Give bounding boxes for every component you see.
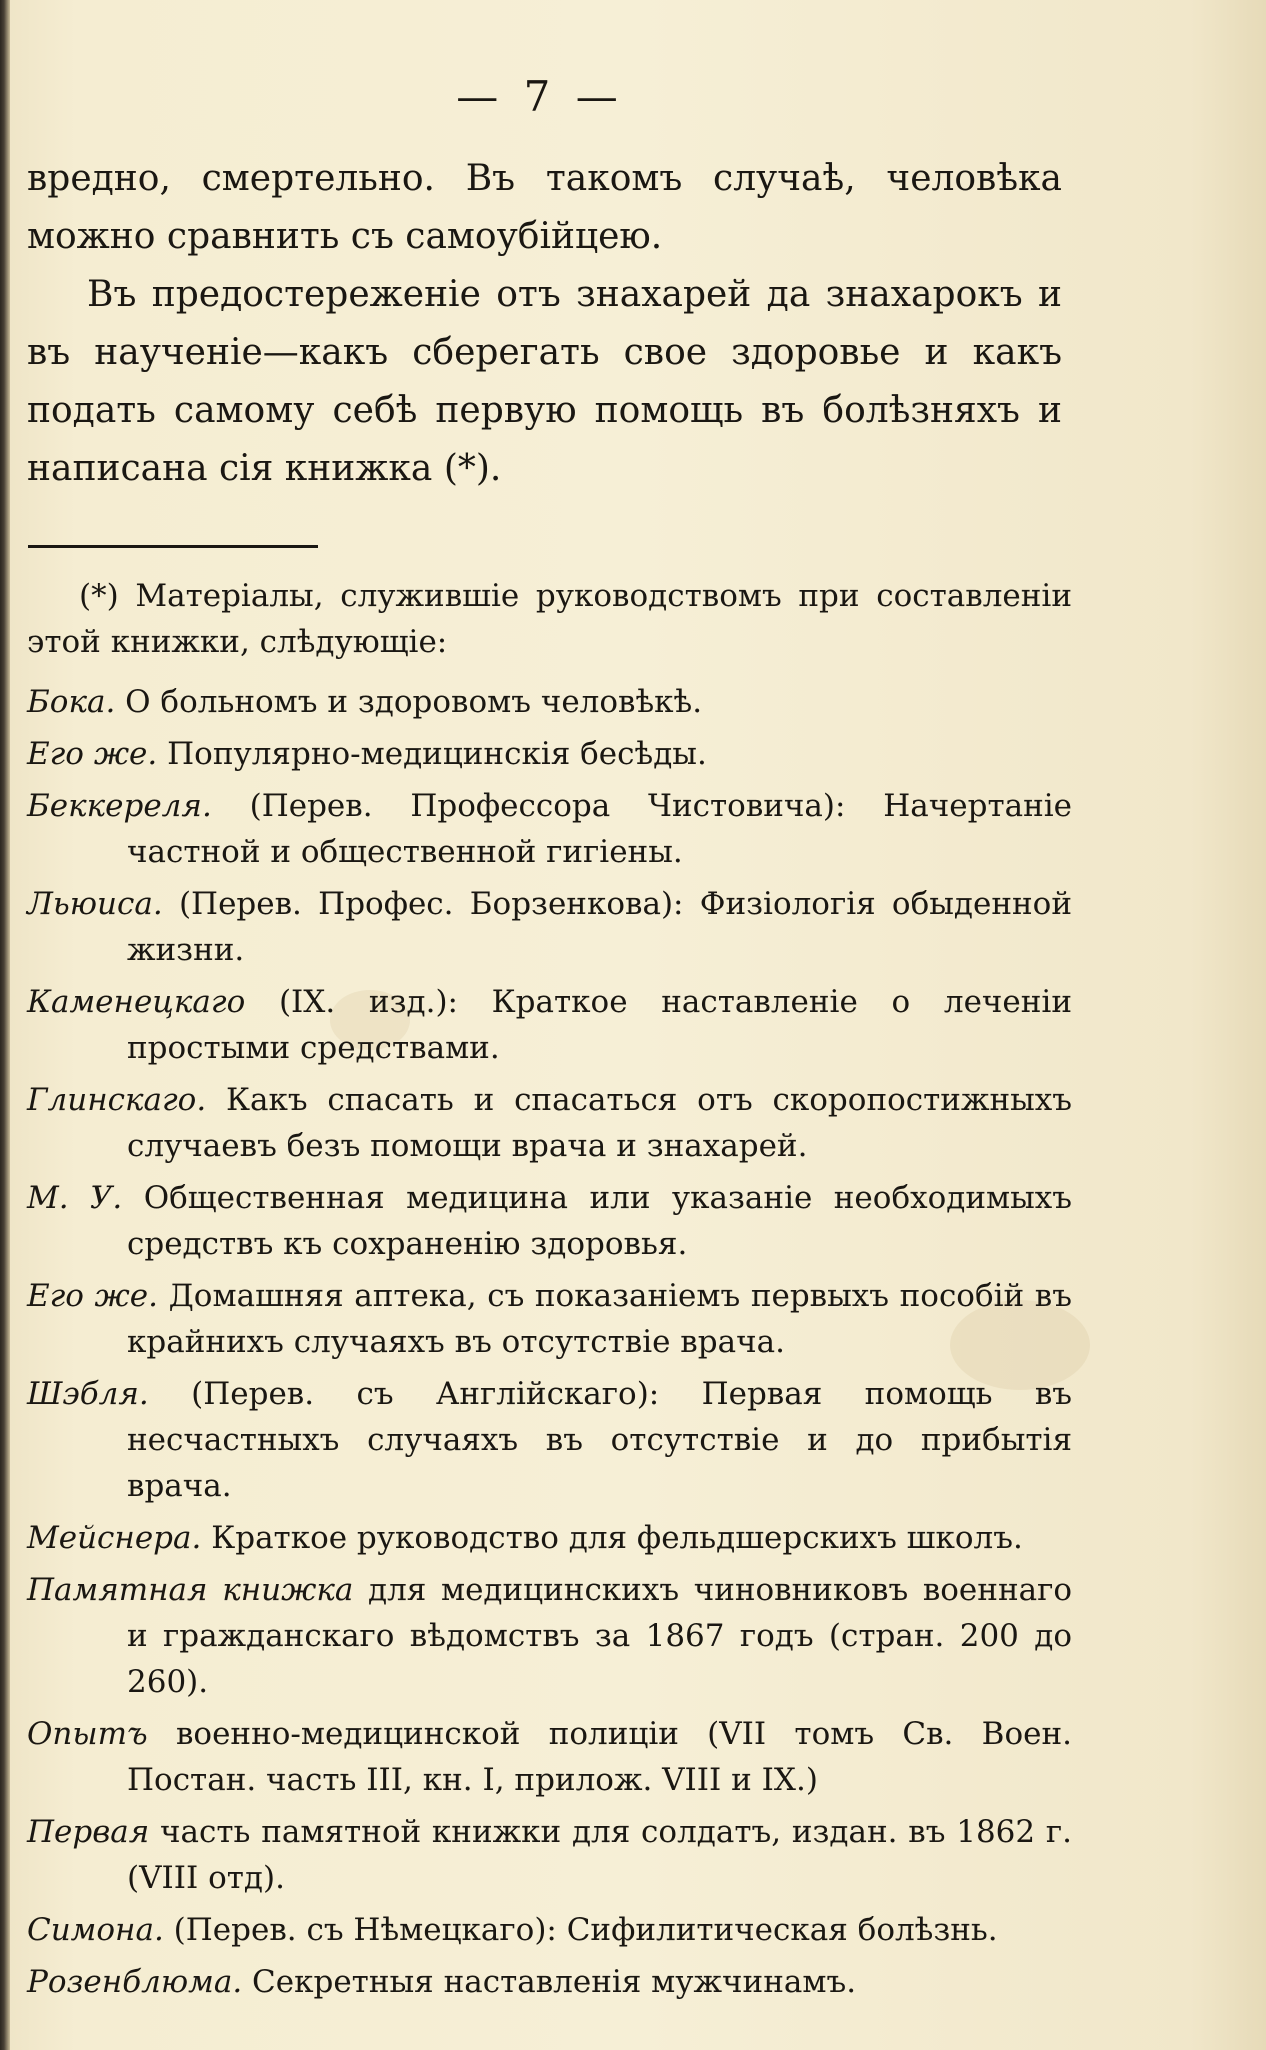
reference-title: О больномъ и здоровомъ человѣкѣ.: [115, 684, 703, 720]
reference-item: [27, 1371, 1072, 1509]
reference-item: [27, 881, 1072, 973]
page-binding-edge: [0, 0, 10, 2050]
reference-title: Общественная медицина или указаніе необходимыхъ средствъ къ сохраненію здоровья.: [122, 1180, 1072, 1262]
page-number: — 7 —: [456, 72, 624, 121]
reference-title: Популярно-медицинскія бесѣды.: [157, 736, 707, 772]
reference-author: Его же.: [27, 736, 158, 772]
paragraph-purpose: Въ предостереженіе отъ знахарей да знахарокъ и въ наученіе—какъ сберегать свое здоровье и какъ подать самому себѣ первую помощь въ болѣзняхъ и написана сія книжка (*).: [27, 274, 1062, 489]
reference-author: Его же.: [27, 1278, 158, 1314]
reference-author: Симона.: [27, 1912, 164, 1948]
reference-item: [27, 679, 1072, 725]
reference-author: М. У.: [27, 1180, 123, 1216]
reference-author: Каменецкаго: [27, 984, 246, 1020]
footnote: [27, 573, 1072, 2011]
reference-item: [27, 783, 1072, 875]
reference-item: [27, 1711, 1072, 1803]
reference-author: Мейснера.: [27, 1520, 202, 1556]
reference-title: Секретныя наставленія мужчинамъ.: [242, 1964, 857, 2000]
reference-author: Беккереля.: [27, 788, 212, 824]
reference-author: Памятная книжка: [27, 1572, 354, 1608]
reference-item: [27, 1959, 1072, 2005]
reference-title: (Перев. съ Нѣмецкаго): Сифилитическая болѣзнь.: [163, 1912, 998, 1948]
reference-title: военно-медицинской полиціи (VII томъ Св. Воен. Постан. часть III, кн. I, прилож. VIII и IX.): [127, 1716, 1072, 1798]
reference-title: Краткое руководство для фельдшерскихъ школъ.: [201, 1520, 1023, 1556]
paragraph-continuation: вредно, смертельно. Въ такомъ случаѣ, человѣка можно сравнить съ самоубійцею.: [27, 158, 1062, 257]
reference-title: (Перев. Профессора Чистовича): Начертаніе частной и общественной гигіены.: [127, 788, 1072, 870]
reference-item: [27, 979, 1072, 1071]
footnote-intro: (*) Матеріалы, служившіе руководствомъ при составленіи этой книжки, слѣдующіе:: [27, 578, 1072, 660]
reference-title: для медицинскихъ чиновниковъ военнаго и гражданскаго вѣдомствъ за 1867 годъ (стран. 200 до 260).: [127, 1572, 1072, 1700]
reference-author: Льюиса.: [27, 886, 163, 922]
reference-item: [27, 731, 1072, 777]
reference-item: [27, 1515, 1072, 1561]
reference-title: Какъ спасать и спасаться отъ скоропостижныхъ случаевъ безъ помощи врача и знахарей.: [127, 1082, 1072, 1164]
footnote-separator: [28, 545, 318, 548]
reference-author: Шэбля.: [27, 1376, 149, 1412]
reference-item: [27, 1907, 1072, 1953]
reference-author: Опытъ: [27, 1716, 148, 1752]
reference-item: [27, 1077, 1072, 1169]
reference-author: Глинскаго.: [27, 1082, 207, 1118]
reference-author: Розенблюма.: [27, 1964, 243, 2000]
reference-title: (IX. изд.): Краткое наставленіе о леченіи простыми средствами.: [127, 984, 1072, 1066]
reference-item: [27, 1273, 1072, 1365]
main-text: [27, 150, 1062, 498]
reference-title: Домашняя аптека, съ показаніемъ первыхъ пособій въ крайнихъ случаяхъ въ отсутствіе врача.: [127, 1278, 1072, 1360]
reference-title: (Перев. съ Англійскаго): Первая помощь въ несчастныхъ случаяхъ въ отсутствіе и до прибытія врача.: [127, 1376, 1072, 1504]
reference-title: часть памятной книжки для солдатъ, издан. въ 1862 г. (VIII отд).: [127, 1814, 1072, 1896]
reference-item: [27, 1567, 1072, 1705]
reference-list: [27, 679, 1072, 2005]
reference-item: [27, 1809, 1072, 1901]
reference-author: Первая: [27, 1814, 150, 1850]
reference-author: Бока.: [27, 684, 116, 720]
reference-title: (Перев. Профес. Борзенкова): Физіологія обыденной жизни.: [127, 886, 1072, 968]
reference-item: [27, 1175, 1072, 1267]
